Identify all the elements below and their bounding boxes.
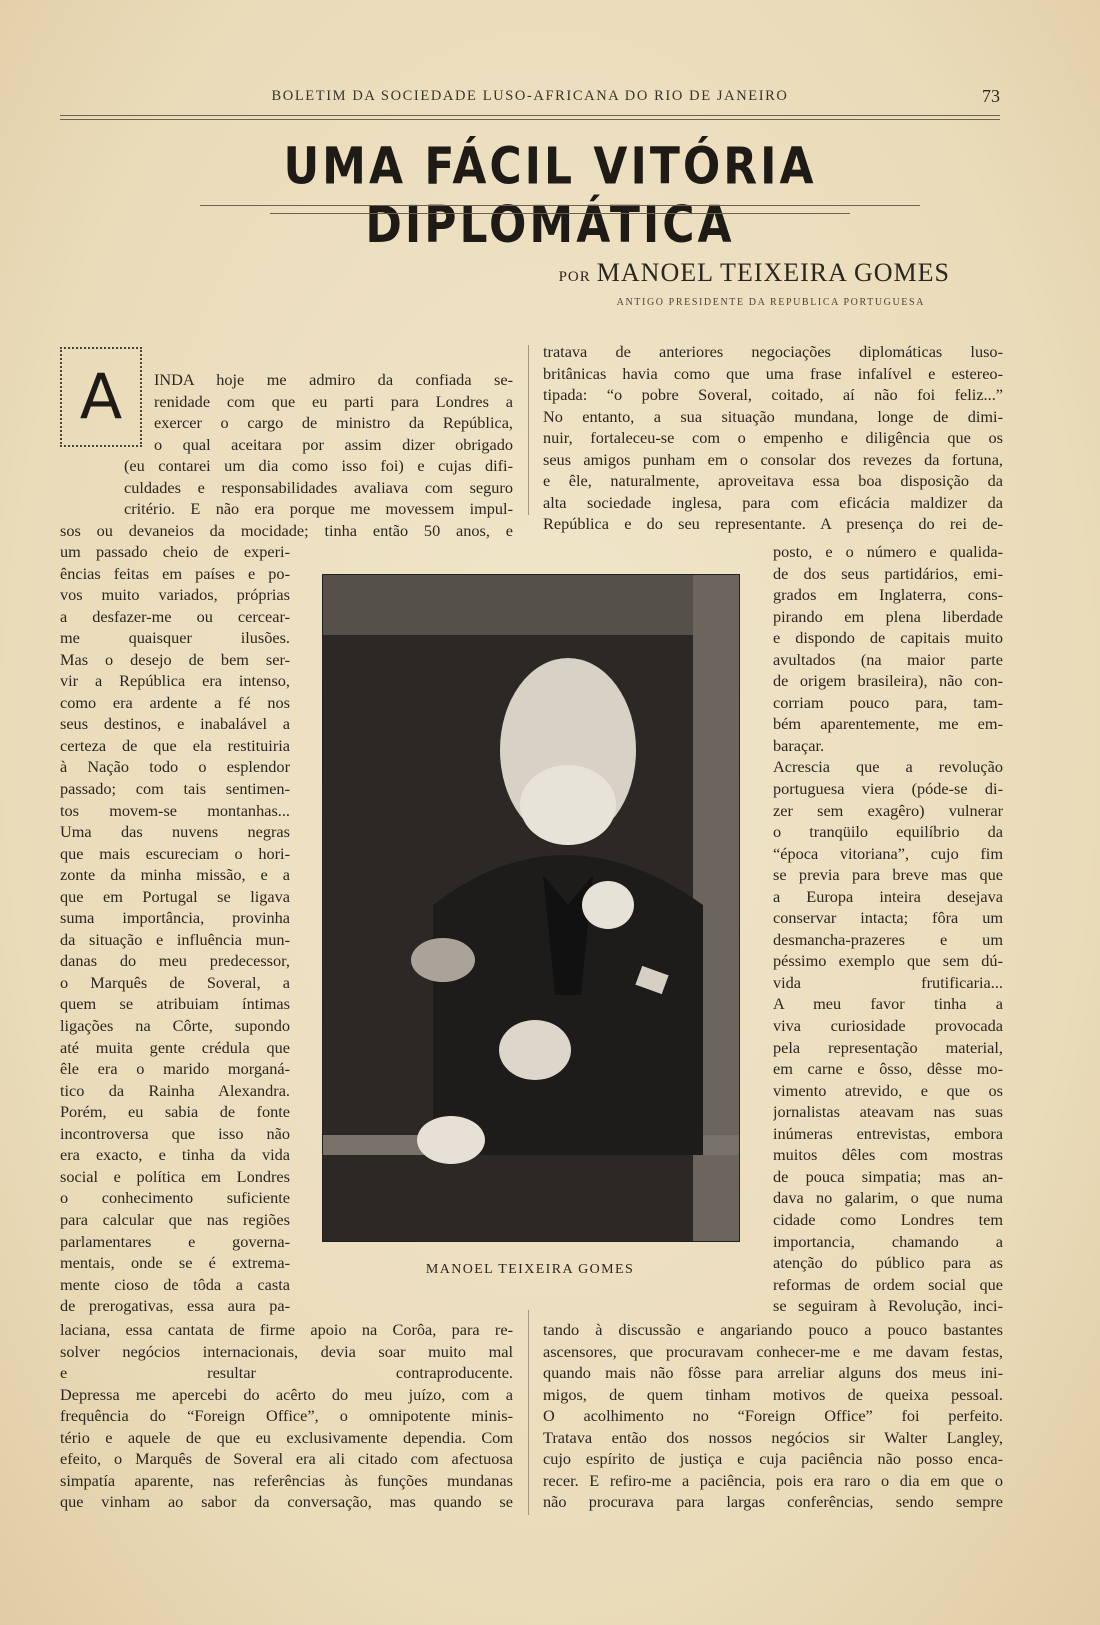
text-line: um passado cheio de experi- <box>60 542 290 561</box>
text-line: Tratava então dos nossos negócios sir Walter Langley, <box>543 1427 1003 1447</box>
text-line: e dispondo de capitais muito <box>773 628 1003 648</box>
text-line: mente cioso de tôda a casta <box>60 1274 290 1294</box>
text-line: certeza de que ela restituiria <box>60 735 290 755</box>
text-line: avultados (na maior parte <box>773 649 1003 669</box>
text-line: péssimo exemplo que sem dú- <box>773 951 1003 971</box>
text-line: era exacto, e tinha da vida <box>60 1145 290 1165</box>
author-name: MANOEL TEIXEIRA GOMES <box>596 258 950 287</box>
text-line: se previa para breve mas que <box>773 865 1003 885</box>
photo-caption: MANOEL TEIXEIRA GOMES <box>425 1262 635 1277</box>
text-line: como era ardente a fé nos <box>60 692 290 712</box>
text-line: solver negócios internacionais, devia soar muito mal <box>60 1341 513 1361</box>
page-number: 73 <box>982 86 1000 106</box>
text-line: tratava de anteriores negociações diplomáticas luso- <box>543 342 1003 361</box>
text-line: vida frutificaria... <box>773 972 1003 992</box>
column-divider-top <box>528 345 529 515</box>
text-line: o qual aceitara por assim dizer obrigado <box>154 434 513 454</box>
text-line: ligações na Côrte, supondo <box>60 1016 290 1036</box>
text-line: Uma das nuvens negras <box>60 822 290 842</box>
text-line: viva curiosidade provocada <box>773 1016 1003 1036</box>
text-line: que em Portugal se ligava <box>60 886 290 906</box>
text-line: de origem brasileira), não con- <box>773 671 1003 691</box>
column-divider-bottom <box>528 1310 529 1515</box>
text-line: desmancha-prazeres e um <box>773 929 1003 949</box>
text-line: inúmeras entrevistas, embora <box>773 1123 1003 1143</box>
text-line: não procurava para largas conferências, sendo sempre <box>543 1492 1003 1511</box>
text-line: que mais escureciam o hori- <box>60 843 290 863</box>
text-line: parlamentares e governa- <box>60 1231 290 1251</box>
text-line: à Nação todo o esplendor <box>60 757 290 777</box>
text-line: a desfazer-me ou cercear- <box>60 606 290 626</box>
text-line: seus destinos, e inabalável a <box>60 714 290 734</box>
portrait-illustration <box>323 575 739 1241</box>
text-line: me quaisquer ilusões. <box>60 628 290 648</box>
drop-cap: A <box>60 347 142 447</box>
author-role: ANTIGO PRESIDENTE DA REPUBLICA PORTUGUESA <box>616 297 925 308</box>
text-line: até muita gente crédula que <box>60 1037 290 1057</box>
text-line: quando mais não fôsse para arreliar alguns dos meus ini- <box>543 1363 1003 1382</box>
text-line: de dos seus partidários, emi- <box>773 563 1003 583</box>
text-line: “época vitoriana”, cujo fim <box>773 843 1003 863</box>
text-line: zer sem exagêro) vulnerar <box>773 800 1003 820</box>
left-column-narrow <box>60 541 290 1317</box>
byline <box>559 258 950 288</box>
text-line: britânicas havia como que uma frase infalível e estereo- <box>543 363 1003 383</box>
text-line: o Marquês de Soveral, a <box>60 972 290 992</box>
text-line: ências feitas em países e po- <box>60 563 290 583</box>
text-line: vimento atrevido, e que os <box>773 1080 1003 1100</box>
text-line: efeito, o Marquês de Soveral era ali citado com afectuosa <box>60 1449 513 1468</box>
text-line: o conhecimento suficiente <box>60 1188 290 1208</box>
text-line: tos movem-se montanhas... <box>60 800 290 820</box>
text-line: O acolhimento no “Foreign Office” foi perfeito. <box>543 1406 1003 1425</box>
text-line: ascensores, que procuravam conhecer-me e me davam festas, <box>543 1341 1003 1361</box>
text-line: frequência do “Foreign Office”, o omnipotente minis- <box>60 1406 513 1425</box>
text-line: tico da Rainha Alexandra. <box>60 1080 290 1100</box>
text-line: que vinham ao sabor da conversação, mas quando se <box>60 1492 513 1511</box>
text-line: posto, e o número e qualida- <box>773 542 1003 561</box>
text-line: laciana, essa cantata de firme apoio na Corôa, para re- <box>60 1320 513 1339</box>
text-line: simpatía aparente, nas referências às funções mundanas <box>60 1470 513 1490</box>
text-line: jornalistas ateavam nas suas <box>773 1102 1003 1122</box>
text-line: Depressa me apercebi do acêrto do meu juízo, com a <box>60 1384 513 1404</box>
text-line: (eu contarei um dia como isso foi) e cujas difi- <box>124 456 513 475</box>
text-line: baraçar. <box>773 735 825 755</box>
text-line: seus amigos punham em o consolar dos revezes da fortuna, <box>543 449 1003 469</box>
text-line: bém aparentemente, me em- <box>773 714 1003 734</box>
portrait-photo <box>322 574 740 1242</box>
text-line: para calcular que nas regiões <box>60 1209 290 1229</box>
text-line: INDA hoje me admiro da confiada se- <box>154 370 513 389</box>
text-line: No entanto, a sua situação mundana, longe de dimi- <box>543 406 1003 426</box>
text-line: tério e aquele de que eu exclusivamente dependia. Com <box>60 1427 513 1447</box>
text-line: dava no galarim, o que numa <box>773 1188 1003 1208</box>
left-column-bottom <box>60 1319 513 1513</box>
article-title: UMA FÁCIL VITÓRIA DIPLOMÁTICA <box>283 137 817 255</box>
text-line: exercer o cargo de ministro da República, <box>154 413 513 432</box>
text-line: cidade como Londres tem <box>773 1209 1003 1229</box>
text-line: conservar intacta; fôra um <box>773 908 1003 928</box>
text-line: a Europa inteira desejava <box>773 886 1003 906</box>
text-line: grados em Inglaterra, cons- <box>773 585 1003 605</box>
text-line: nuir, fortaleceu-se com o empenho e diligência que os <box>543 428 1003 447</box>
title-rule-2 <box>270 213 850 214</box>
text-line: tipada: “o pobre Soveral, coitado, aí não foi feliz...” <box>543 385 1003 404</box>
text-line: pirando em plena liberdade <box>773 606 1003 626</box>
intro-text <box>60 369 513 541</box>
text-line: incontroversa que isso não <box>60 1123 290 1143</box>
text-line: sos ou devaneios da mocidade; tinha então 50 anos, e <box>60 520 513 540</box>
running-head: BOLETIM DA SOCIEDADE LUSO-AFRICANA DO RIO DE JANEIRO <box>271 88 789 104</box>
text-line: culdades e responsabilidades avaliava com seguro <box>124 477 513 497</box>
text-line: alta sociedade inglesa, para com eficácia maldizer da <box>543 492 1003 512</box>
text-line: de pouca simpatia; mas an- <box>773 1166 1003 1186</box>
text-line: cujo espírito de justiça e cuja paciência não posso enca- <box>543 1449 1003 1468</box>
text-line: Porém, eu sabia de fonte <box>60 1102 290 1122</box>
text-line: importancia, chamando a <box>773 1231 1003 1251</box>
text-line: reformas de ordem social que <box>773 1274 1003 1294</box>
text-line: recer. E refiro-me a paciência, pois era raro o dia em que o <box>543 1470 1003 1490</box>
text-line: corriam pouco para, tam- <box>773 692 1003 712</box>
text-line: e resultar contraproducente. <box>60 1363 513 1382</box>
text-line: suma importância, provinha <box>60 908 290 928</box>
text-line: critério. E não era porque me movessem impul- <box>124 499 513 518</box>
text-line: A meu favor tinha a <box>773 994 1003 1014</box>
text-line: muitos dêles com mostras <box>773 1145 1003 1165</box>
text-line: Mas o desejo de bem ser- <box>60 649 290 669</box>
text-line: migos, de quem tinham motivos de queixa pessoal. <box>543 1384 1003 1404</box>
text-line: tando à discussão e angariando pouco a pouco bastantes <box>543 1320 1003 1339</box>
text-line: zonte da minha missão, e a <box>60 865 290 885</box>
text-line: renidade com que eu parti para Londres a <box>154 391 513 411</box>
text-line: atenção do público para as <box>773 1253 1003 1273</box>
text-line: portuguesa viera (póde-se di- <box>773 779 1003 799</box>
text-line: êle era o marido morganá- <box>60 1059 290 1079</box>
text-line: social e política em Londres <box>60 1166 290 1186</box>
text-line: e êle, naturalmente, aproveitava essa boa disposição da <box>543 471 1003 490</box>
text-line: vos muito variados, próprias <box>60 585 290 605</box>
byline-prefix: POR <box>558 269 591 285</box>
text-line: o tranqüilo equilíbrio da <box>773 822 1003 842</box>
text-line: pela representação material, <box>773 1037 1003 1057</box>
text-line: vir a República era intenso, <box>60 671 290 691</box>
header-rule <box>60 115 1000 116</box>
text-line: Acrescia que a revolução <box>773 757 1003 777</box>
right-column-bottom <box>543 1319 1003 1513</box>
text-line: de prerogativas, essa aura pa- <box>60 1296 290 1316</box>
text-line: República e do seu representante. A presença do rei de- <box>543 514 1003 533</box>
text-line: mentais, onde se é extrema- <box>60 1253 290 1273</box>
text-line: se seguiram à Revolução, inci- <box>773 1296 1003 1316</box>
header-rule-2 <box>60 119 1000 120</box>
text-line: passado; com tais sentimen- <box>60 779 290 799</box>
text-line: em carne e ôsso, dêsse mo- <box>773 1059 1003 1079</box>
text-line: quem se atribuiam íntimas <box>60 994 290 1014</box>
right-column-top <box>543 341 1003 535</box>
right-column-narrow <box>773 541 1003 1317</box>
title-rule <box>200 205 920 206</box>
text-line: da situação e influência mun- <box>60 929 290 949</box>
text-line: danas do meu predecessor, <box>60 951 290 971</box>
